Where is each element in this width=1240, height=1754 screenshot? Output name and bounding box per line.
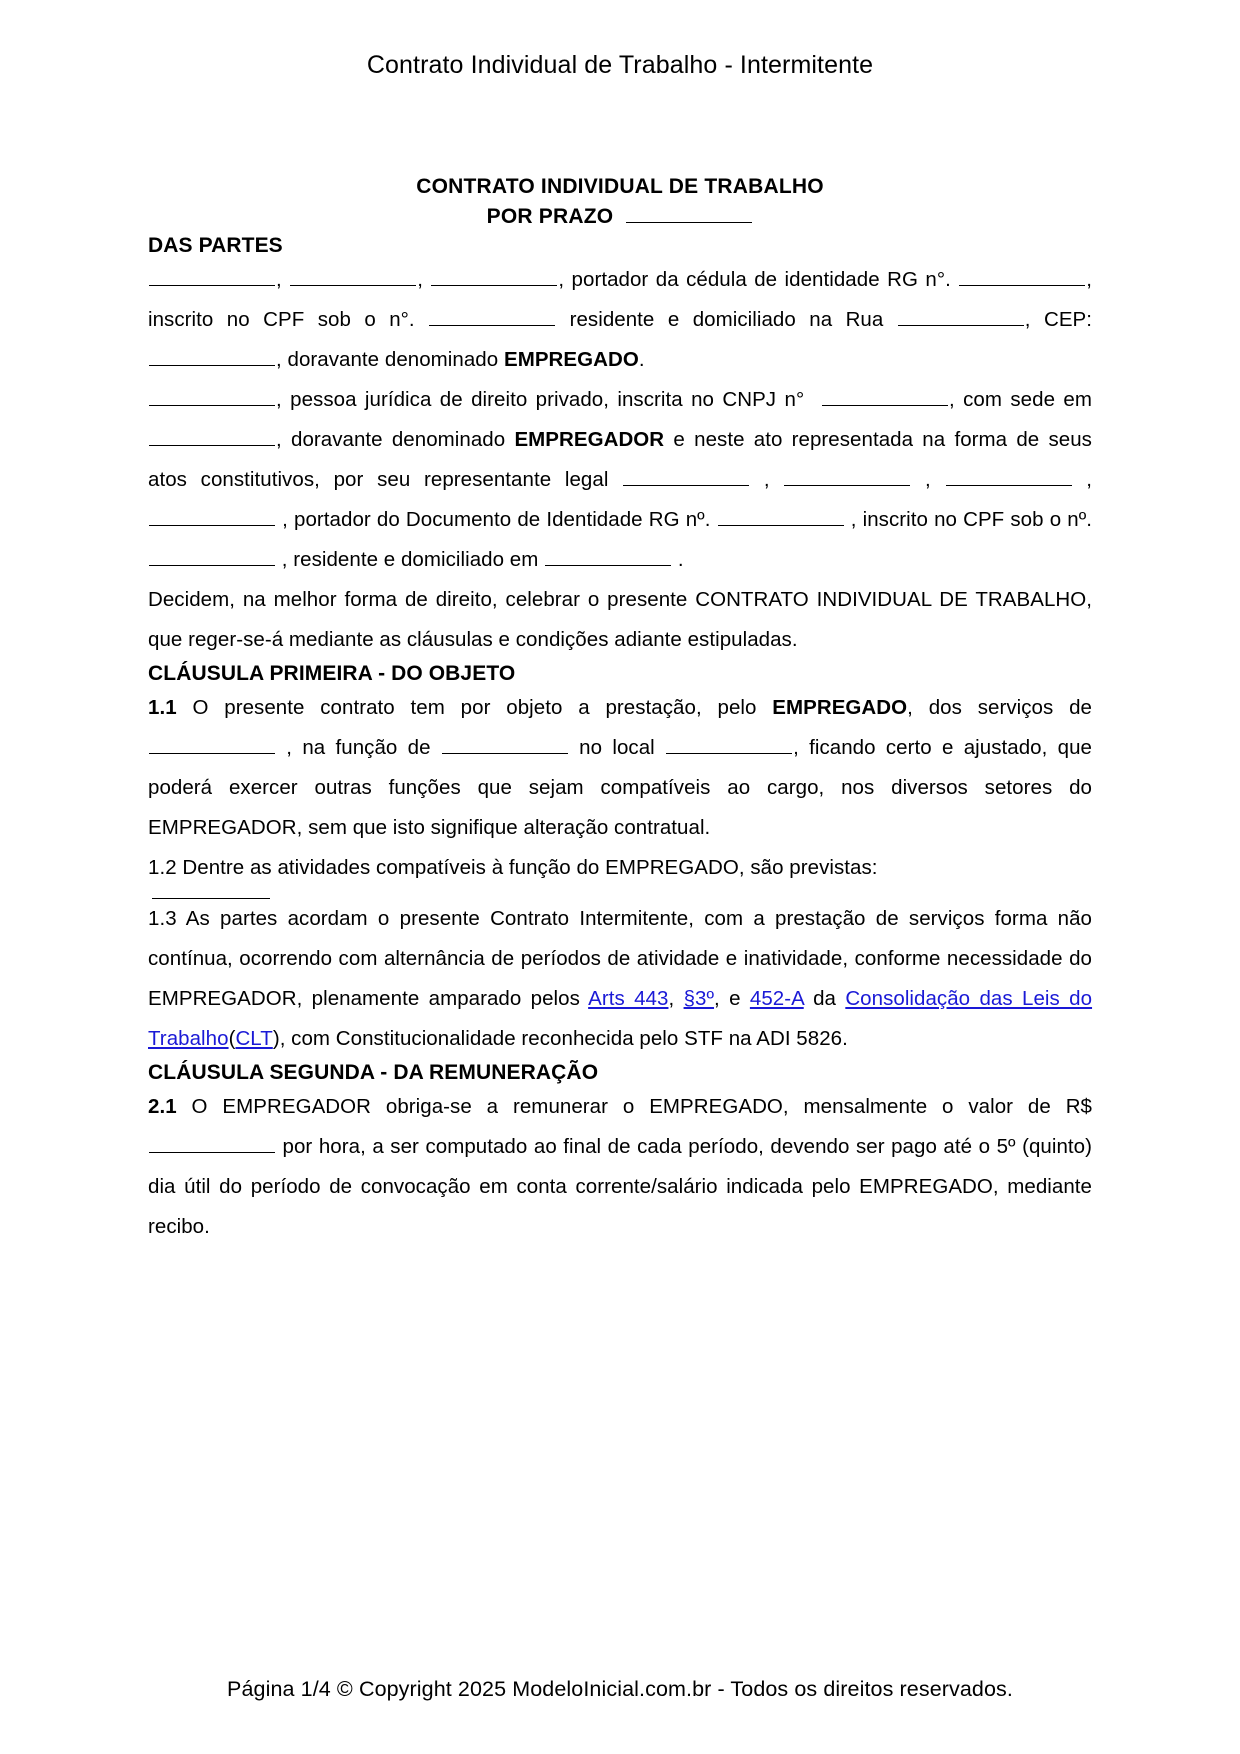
blank-employee-address[interactable] xyxy=(898,308,1024,326)
blank-employee-marital-status[interactable] xyxy=(431,268,557,286)
blank-employee-name[interactable] xyxy=(149,268,275,286)
item-number-2-1: 2.1 xyxy=(148,1095,177,1118)
paragraph-employer-details: , pessoa jurídica de direito privado, inscrita no CNPJ n° , com sede em , doravante denominado EMPREGADOR e neste ato representada na forma de seus atos constitutivos, por seu representante legal , , , , portador do Documento de Identidade RG nº. , inscrito no CPF sob o nº. , residente e domiciliado em . xyxy=(148,388,1093,571)
blank-prazo[interactable] xyxy=(626,205,752,223)
heading-clausula-primeira: CLÁUSULA PRIMEIRA - DO OBJETO xyxy=(148,662,516,685)
page-footer: Página 1/4 © Copyright 2025 ModeloInicial.com.br - Todos os direitos reservados. xyxy=(227,1677,1013,1701)
blank-employer-name[interactable] xyxy=(149,388,275,406)
link-clt[interactable]: CLT xyxy=(235,1027,273,1050)
paragraph-item-1-3: 1.3 As partes acordam o presente Contrato Intermitente, com a prestação de serviços forma não contínua, ocorrendo com alternância de períodos de atividade e inatividade, conforme necessidade do EMPREGADOR, plenamente amparado pelos Arts 443, §3º, e 452-A da Consolidação das Leis do Trabalho(CLT), com Constitucionalidade reconhecida pelo STF na ADI 5826. xyxy=(148,907,1093,1050)
link-paragrafo-3[interactable]: §3º xyxy=(683,987,715,1010)
contract-title xyxy=(148,172,1092,232)
blank-rep-nationality[interactable] xyxy=(784,468,910,486)
blank-rep-name[interactable] xyxy=(623,468,749,486)
blank-rep-rg[interactable] xyxy=(718,508,844,526)
blank-location[interactable] xyxy=(666,736,792,754)
paragraph-item-1-1: 1.1 O presente contrato tem por objeto a prestação, pelo EMPREGADO, dos serviços de , na função de no local , ficando certo e ajustado, que poderá exercer outras funções que sejam compatíveis ao cargo, nos diversos setores do EMPREGADOR, sem que isto signifique alteração contratual. xyxy=(148,696,1093,839)
heading-das-partes: DAS PARTES xyxy=(148,234,283,257)
blank-rep-address[interactable] xyxy=(545,548,671,566)
contract-title-line1: CONTRATO INDIVIDUAL DE TRABALHO xyxy=(416,175,824,198)
blank-employee-nationality[interactable] xyxy=(290,268,416,286)
label-empregado-1-1: EMPREGADO xyxy=(772,696,908,719)
blank-employee-cep[interactable] xyxy=(149,348,275,366)
link-consolidacao-leis-trabalho[interactable]: Consolidação das Leis do Trabalho xyxy=(148,987,1093,1050)
blank-hourly-rate[interactable] xyxy=(149,1135,275,1153)
label-empregador: EMPREGADOR xyxy=(514,428,665,451)
blank-employee-rg[interactable] xyxy=(959,268,1085,286)
blank-employee-cpf[interactable] xyxy=(429,308,555,326)
link-arts-443[interactable]: Arts 443 xyxy=(588,987,669,1010)
blank-rep-cpf[interactable] xyxy=(149,548,275,566)
page-header-title: Contrato Individual de Trabalho - Intermitente xyxy=(366,51,874,79)
blank-employer-address[interactable] xyxy=(149,428,275,446)
link-452-a[interactable]: 452-A xyxy=(749,987,804,1010)
paragraph-item-1-2: 1.2 Dentre as atividades compatíveis à função do EMPREGADO, são previstas: xyxy=(148,856,878,879)
blank-role[interactable] xyxy=(442,736,568,754)
label-empregado: EMPREGADO xyxy=(503,348,639,371)
blank-rep-profession[interactable] xyxy=(149,508,275,526)
document-body xyxy=(140,172,1100,1247)
item-number-1-1: 1.1 xyxy=(148,696,177,719)
paragraph-employee-details: , , , portador da cédula de identidade RG n°. , inscrito no CPF sob o n°. residente e domiciliado na Rua , CEP: , doravante denominado EMPREGADO. xyxy=(148,268,1093,371)
paragraph-item-2-1: 2.1 O EMPREGADOR obriga-se a remunerar o EMPREGADO, mensalmente o valor de R$ por hora, a ser computado ao final de cada período, devendo ser pago até o 5º (quinto) dia útil do período de convocação em conta corrente/salário indicada pelo EMPREGADO, mediante recibo. xyxy=(148,1095,1092,1238)
blank-services[interactable] xyxy=(149,736,275,754)
blank-rep-marital-status[interactable] xyxy=(946,468,1072,486)
blank-employer-cnpj[interactable] xyxy=(822,388,948,406)
paragraph-decidem: Decidem, na melhor forma de direito, celebrar o presente CONTRATO INDIVIDUAL DE TRABALHO, que reger-se-á mediante as cláusulas e condições adiante estipuladas. xyxy=(148,588,1092,651)
heading-clausula-segunda: CLÁUSULA SEGUNDA - DA REMUNERAÇÃO xyxy=(148,1061,599,1084)
contract-title-line2: POR PRAZO xyxy=(148,202,1092,232)
